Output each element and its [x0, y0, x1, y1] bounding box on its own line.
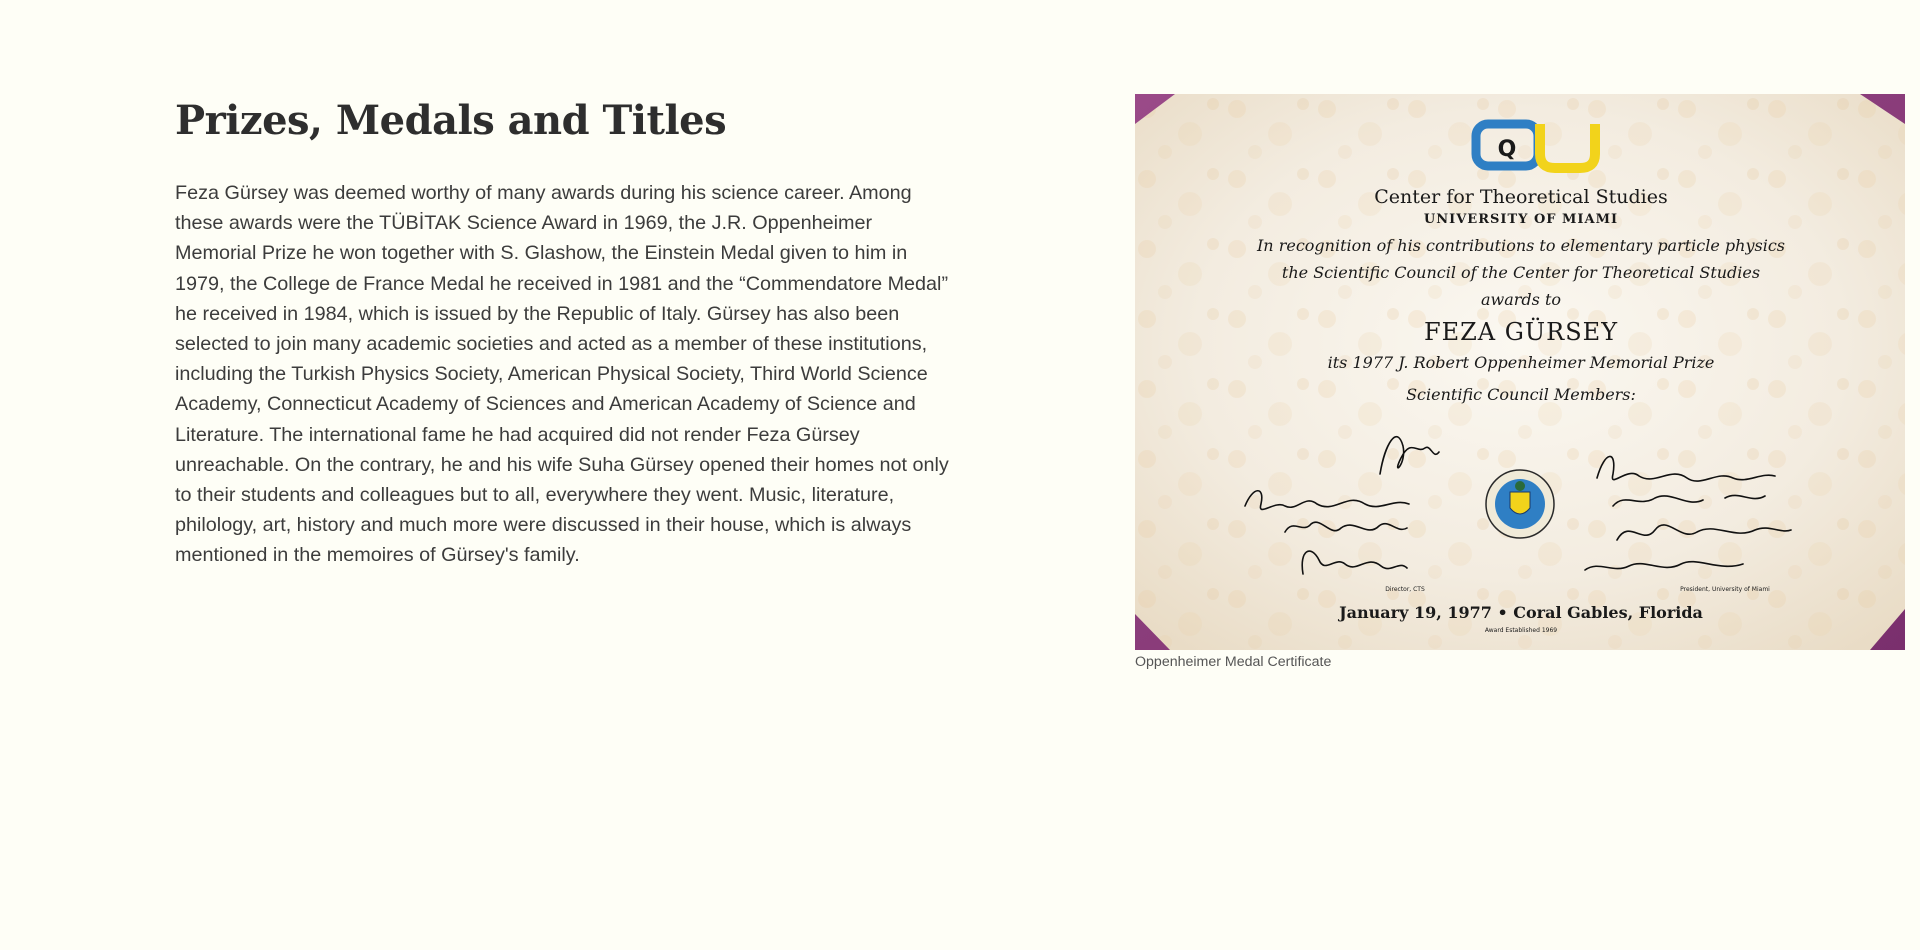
svg-text:Q: Q [1497, 137, 1517, 162]
cert-prize: its 1977 J. Robert Oppenheimer Memorial Prize [1327, 353, 1715, 372]
cert-center: Center for Theoretical Studies [1374, 186, 1668, 208]
president-label: President, University of Miami [1680, 586, 1770, 593]
cert-council: Scientific Council Members: [1406, 385, 1636, 404]
cert-line-3: awards to [1480, 290, 1562, 309]
university-seal [1486, 470, 1554, 538]
content-column [175, 94, 955, 571]
cert-recipient: FEZA GÜRSEY [1423, 318, 1619, 346]
cert-established: Award Established 1969 [1484, 627, 1558, 634]
cert-date-place: January 19, 1977 • Coral Gables, Florida [1339, 603, 1703, 622]
cert-line-1: In recognition of his contributions to elementary particle physics [1256, 236, 1786, 255]
image-caption: Oppenheimer Medal Certificate [1135, 654, 1332, 670]
director-label: Director, CTS [1385, 586, 1425, 593]
body-paragraph: Feza Gürsey was deemed worthy of many awards during his science career. Among these awards were the TÜBİTAK Science Award in 1969, the J.R. Oppenheimer Memorial Prize he won together with S. Glashow, the Einstein Medal given to him in 1979, the College de France Medal he received in 1981 and the “Commendatore Medal” he received in 1984, which is issued by the Republic of Italy. Gürsey has also been selected to join many academic societies and acted as a member of these institutions, including the Turkish Physics Society, American Physical Society, Third World Science Academy, Connecticut Academy of Sciences and American Academy of Science and Literature. The international fame he had acquired did not render Feza Gürsey unreachable. On the contrary, he and his wife Suha Gürsey opened their homes not only to their students and colleagues but to all, everywhere they went. Music, literature, philology, art, history and much more were discussed in their house, which is always mentioned in the memoires of Gürsey's family. [175, 182, 949, 567]
cert-university: UNIVERSITY OF MIAMI [1423, 212, 1619, 227]
certificate-image [1135, 94, 1905, 650]
certificate-figure [1135, 94, 1905, 671]
cert-line-2: the Scientific Council of the Center for Theoretical Studies [1281, 263, 1761, 282]
page-title: Prizes, Medals and Titles [175, 97, 727, 144]
